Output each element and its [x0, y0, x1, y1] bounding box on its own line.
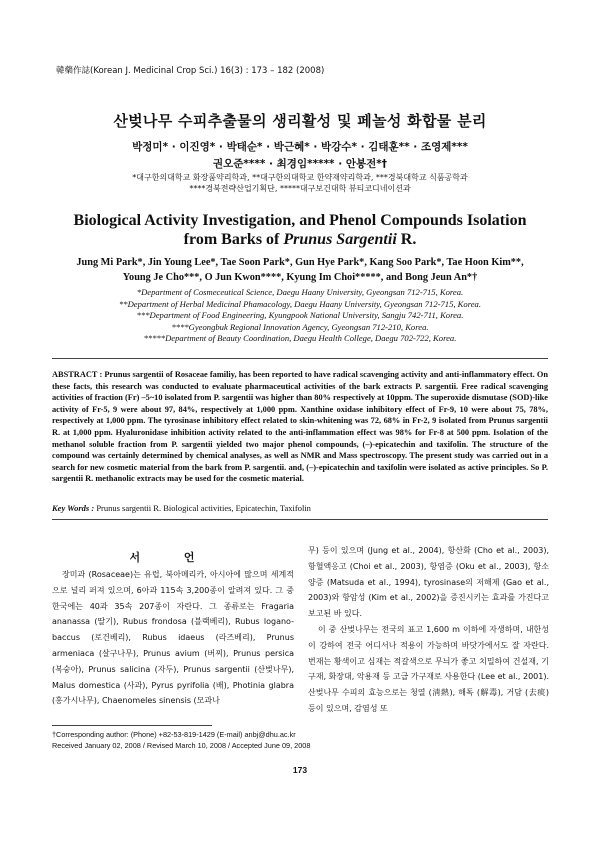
korean-authors-line-1: 박정미* · 이진영* · 박태순* · 박근혜* · 박강수* · 김태훈** · 조영제*** [132, 141, 468, 153]
title-suffix: R. [396, 231, 417, 248]
affiliation-1: *Department of Cosmeceutical Science, Daegu Haany University, Gyeongsan 712-715, Korea. [136, 287, 464, 297]
footnote [52, 730, 310, 751]
journal-header: 韓藥作誌(Korean J. Medicinal Crop Sci.) 16(3) : 173 – 182 (2008) [56, 66, 325, 76]
affiliation-3: ***Department of Food Engineering, Kyungpook National University, Sangju 742-711, Korea. [136, 310, 464, 320]
page-number: 173 [292, 765, 308, 775]
intro-paragraph-2: 이 중 산벚나무는 전국의 표고 1,600 m 이하에 자생하며, 내한성이 강하여 전국 어디서나 적용이 가능하며 바닷가에서도 잘 자란다. 번재는 황색이고 심재는 적갈색으로 무늬가 좋고 치밀하여 건설재, 기구재, 화장대, 악용재 등 고급 가구재로 사용한다 (Lee et al., 2001). 산벚나무 수피의 효능으로는 청열 (淸熱), 해독 (解毒), 거담 (去痰) 등이 있으며, 감염성 또 [308, 624, 549, 713]
affiliation-2: **Department of Herbal Medicinal Phamacology, Daegu Haany University, Gyeongsan 712-715, Korea. [119, 298, 481, 309]
intro-paragraph-1-cont: 무) 등이 있으며 (Jung et al., 2004), 항산화 (Cho et al., 2003), 항혈액응고 (Choi et al., 2003), 항염증 (Oku et al., 2003), 항소양증 (Matsuda et al., 1994), tyrosinase의 저해제 (Gao et al., 2003)와 항암성 (Kim et al., 2002)을 증진시키는 효과를 가진다고 보고된 바 있다. [308, 546, 549, 619]
affiliation-4: ****Gyeongbuk Regional Innovation Agency, Gyeongsan 712-210, Korea. [171, 321, 429, 332]
english-affiliations [0, 287, 600, 345]
english-authors-line-1: Jung Mi Park*, Jin Young Lee*, Tae Soon Park*, Gun Hye Park*, Kang Soo Park*, Tae Hoon Kim**, [76, 257, 524, 268]
affiliation-5: *****Department of Beauty Coordination, Daegu Health College, Daegu 702-722, Korea. [143, 333, 457, 343]
english-authors [60, 255, 540, 285]
corresponding-author: †Corresponding author: (Phone) +82-53-819-1429 (E-mail) anbj@dhu.ac.kr [52, 730, 296, 739]
english-title-line-1: Biological Activity Investigation, and Phenol Compounds Isolation [73, 212, 527, 229]
english-title [0, 211, 600, 249]
title-prefix: from Barks of [183, 231, 284, 248]
english-title-line-2 [0, 230, 600, 249]
korean-authors-line-2: 권오준**** · 최경임***** · 안봉전*† [212, 158, 388, 170]
korean-affil-line-2: ****경북전략산업기획단, *****대구보건대학 뷰티코디네이션과 [189, 184, 411, 193]
keywords-text: Prunus sargentii R. Biological activities, Epicatechin, Taxifolin [96, 503, 311, 513]
abstract-top-rule [52, 358, 548, 359]
korean-affil-line-1: *대구한의대학교 화장품약리학과, **대구한의대학교 한약재약리학과, ***경북대학교 식품공학과 [132, 173, 468, 182]
intro-left-column [52, 567, 294, 709]
abstract-text: Prunus sargentii of Rosaceae familiy, has been reported to have radical scavenging activity and anti-inflammatory effect. On these facts, this research was conducted to evaluate pharmaceutical activities of the bark extracts P. sargentii. Free radical scavenging activities of fraction (Fr) –5~10 isolated from P. sargentii was higher than 80% respectively at 10ppm. The superoxide dismutase (SOD)-like activity of Fr-5, 9 were about 97, 84%, respectively at 1,000 ppm. Xanthine oxidase inhibitory effect of Fr-9, 10 were about 75, 78%, respectively at 1,000 ppm. The tyrosinase inhibitory effect related to skin-whitening was 72, 68% in Fr-2, 9 isolated from Prunus sargentii R. at 1,000 ppm. Hyaluronidase inhibition activity related to the anti-inflammation effect was 98% for Fr-8 at 500 ppm. Isolation of the methanol soluble fraction from P. sargentii yielded two major phenol compounds, (–)-epicatechin and taxifolin. The structure of the compound was certainly determined by chemical analyses, as well as NMR and Mass spectroscopy. The present study was carried out in a search for new cosmetic material from the bark from P. sargentii. and, (–)-epicatechin and taxifolin were isolated as active principles. So P. sargentii R. methanolic extracts may be used for the cosmetic material. [52, 370, 548, 484]
title-species: Prunus Sargentii [283, 231, 397, 248]
abstract [52, 369, 548, 485]
keywords [52, 503, 548, 513]
abstract-bottom-rule [52, 519, 548, 520]
korean-title: 산벚나무 수피추출물의 생리활성 및 페놀성 화합물 분리 [113, 112, 487, 130]
intro-paragraph-1: 장미과 (Rosaceae)는 유럽, 북아메리카, 아시아에 많으며 세계적으로 널리 퍼져 있으며, 6아과 115속 3,200종이 알려져 있다. 그 중 한국에는 40과 35속 207종이 자란다. 그 종류로는 Fragaria ananassa (딸기), Rubus frondosa (블랙베리), Rubus logano-baccus (로건베리), Rubus idaeus (라즈베리), Prunus armeniaca (살구나무), Prunus avium (버찌), Prunus persica (복숭아), Prunus salicina (자두), Prunus sargentii (산벚나무), Malus domestica (사과), Pyrus pyrifolia (배), Photinia glabra (홍가시나무), Chaenomeles sinensis (모과나 [52, 570, 294, 706]
korean-authors [0, 139, 600, 173]
english-authors-line-2: Young Je Cho***, O Jun Kwon****, Kyung Im Choi*****, and Bong Jeun An*† [122, 272, 478, 283]
keywords-label: Key Words : [52, 503, 95, 513]
footnote-rule [52, 725, 212, 726]
received-dates: Received January 02, 2008 / Revised March 10, 2008 / Accepted June 09, 2008 [52, 740, 311, 750]
abstract-label: ABSTRACT : [52, 370, 103, 379]
section-heading-intro: 서 언 [129, 551, 215, 564]
intro-right-column [308, 543, 549, 717]
korean-affiliations [0, 172, 600, 194]
